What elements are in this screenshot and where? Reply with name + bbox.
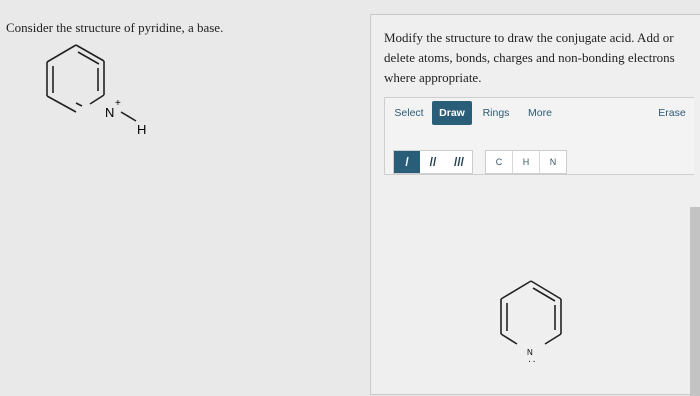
double-bond-button[interactable]: //: [429, 155, 437, 169]
charge-label: +: [115, 98, 121, 109]
nitrogen-atom-button[interactable]: N: [549, 157, 557, 167]
hydrogen-atom-button[interactable]: H: [513, 151, 540, 173]
canvas-scrollbar[interactable]: [690, 207, 700, 396]
tab-rings[interactable]: Rings: [482, 107, 510, 119]
tab-draw[interactable]: Draw: [432, 101, 472, 125]
single-bond-button[interactable]: /: [394, 151, 420, 173]
drawing-panel: [370, 14, 700, 395]
hydrogen-label: H: [137, 122, 147, 137]
canvas-nitrogen-label: N: [527, 348, 533, 357]
tab-more[interactable]: More: [528, 107, 552, 119]
bond-tool-group: [393, 150, 473, 174]
drawing-toolbar: [384, 97, 694, 175]
carbon-atom-button[interactable]: C: [486, 151, 513, 173]
tab-select[interactable]: Select: [394, 107, 424, 119]
atom-tool-group: [485, 150, 567, 174]
canvas-pyridine-structure[interactable]: [481, 255, 591, 395]
lone-pair-dots: :: [526, 360, 537, 363]
triple-bond-button[interactable]: ///: [453, 155, 464, 169]
pyridinium-structure: [0, 0, 200, 160]
panel-instructions: Modify the structure to draw the conjugate acid. Add or delete atoms, bonds, charges and non-bonding electrons where appropriate.: [384, 30, 675, 85]
question-text: Consider the structure of pyridine, a base.: [6, 20, 224, 35]
erase-button[interactable]: Erase: [658, 107, 686, 119]
nitrogen-label: N: [105, 105, 115, 120]
